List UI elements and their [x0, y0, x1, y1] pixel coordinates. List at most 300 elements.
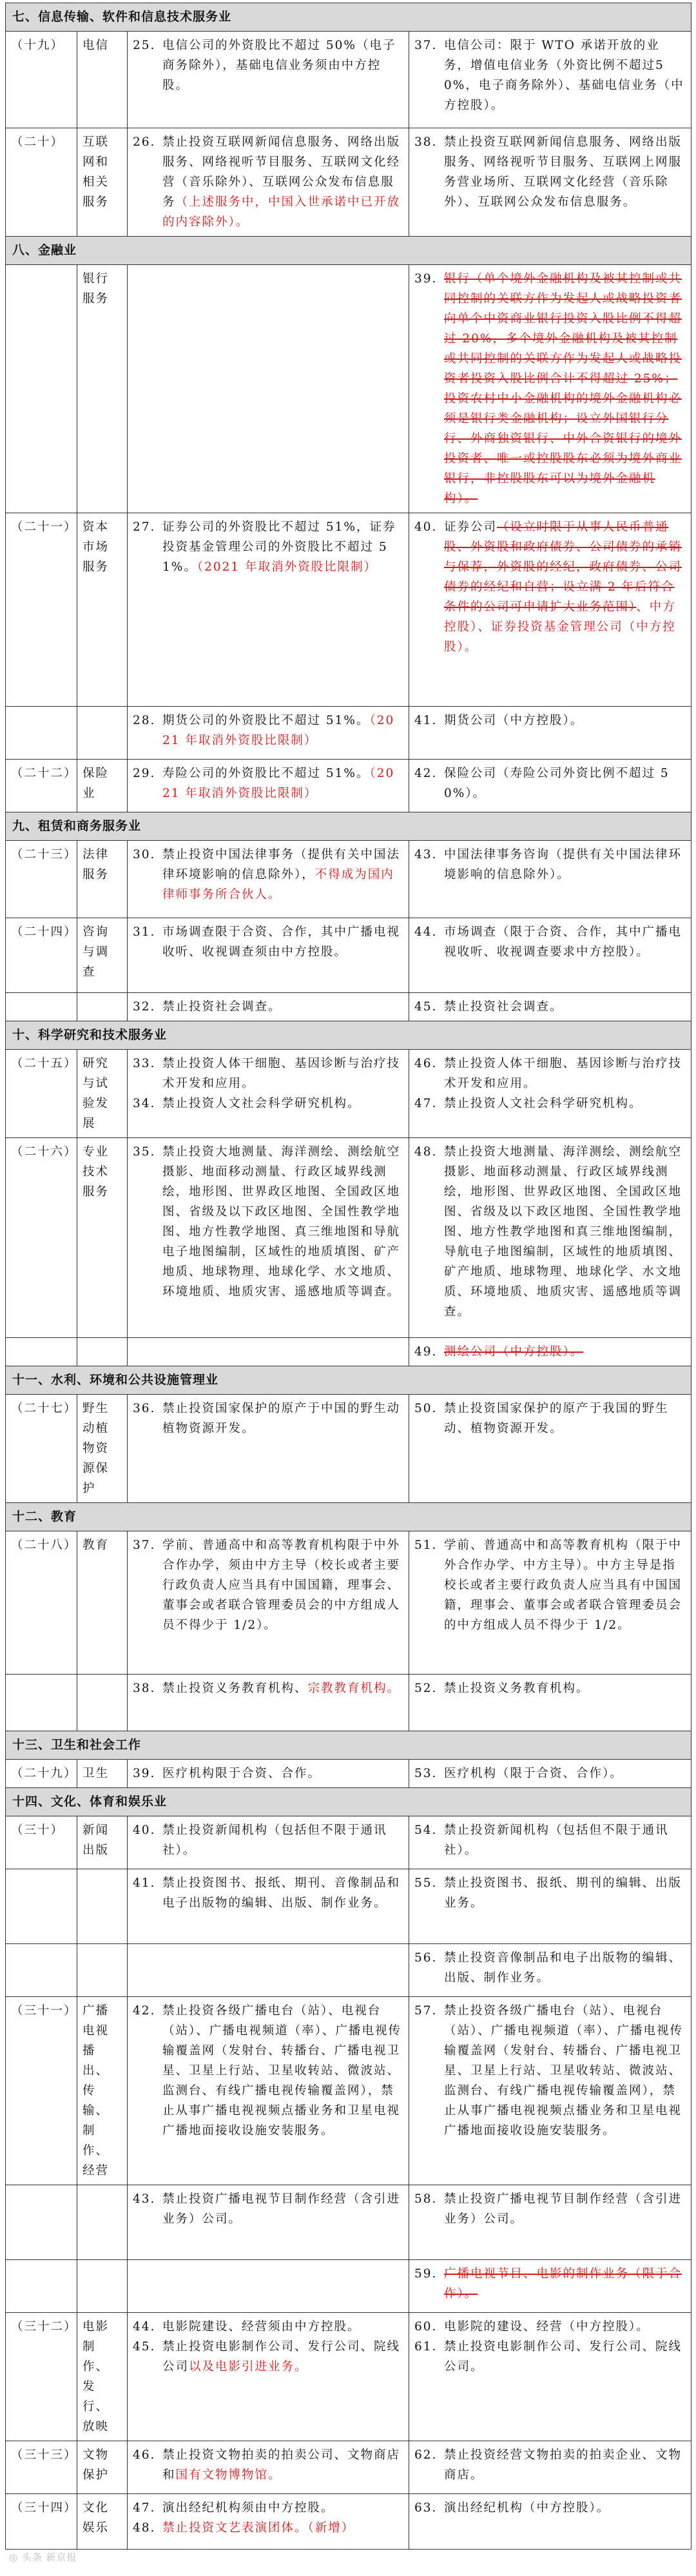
- new-version-cell: [128, 1138, 409, 1338]
- new-item: [133, 2001, 403, 2141]
- item-body: 禁止投资文物拍卖的拍卖公司、文物商店和: [162, 2448, 401, 2482]
- item-body: 市场调查限于合资、合作，其中广播电视收听、收视调查须由中方控股。: [162, 925, 401, 959]
- old-item: [414, 2317, 686, 2337]
- old-item: [414, 1342, 686, 1362]
- category-number: （二十五）: [6, 1050, 77, 1138]
- category-name: 电影制作、发行、放映: [77, 2313, 128, 2441]
- old-version-cell: [409, 1675, 691, 1731]
- old-version-cell: [409, 841, 691, 918]
- item-text: [444, 711, 686, 731]
- new-version-cell: [128, 32, 409, 128]
- category-name: 卫生: [77, 1760, 128, 1788]
- new-item: [133, 2189, 403, 2229]
- old-item: [414, 2337, 686, 2377]
- item-change-note: 、证券投资基金管理公司（中方控股）。: [444, 620, 676, 654]
- old-version-cell: [409, 265, 691, 513]
- old-item: [414, 711, 686, 731]
- category-number: （三十三）: [6, 2441, 77, 2494]
- item-text: [162, 922, 403, 962]
- category-number: （二十七）: [6, 1395, 77, 1503]
- new-item: [133, 2337, 403, 2377]
- item-text: [444, 922, 686, 962]
- old-item: [414, 1820, 686, 1860]
- item-body: 禁止投资互联网新闻信息服务、网络出版服务、网络视听节目服务、互联网文化经营（音乐除外）、互联网公众发布信息服务: [162, 135, 401, 209]
- item-text: [444, 269, 686, 509]
- category-name: 研究与试验发展: [77, 1050, 128, 1138]
- item-text: [444, 2445, 686, 2485]
- item-number: 41.: [414, 714, 438, 727]
- item-number: 45.: [414, 1000, 438, 1014]
- new-item: [133, 2498, 403, 2518]
- category-name: [77, 2260, 128, 2313]
- item-text: [444, 1948, 686, 1988]
- item-body: 禁止投资义务教育机构。: [444, 1682, 590, 1695]
- category-name: 新闻出版: [77, 1816, 128, 1869]
- table-row: [6, 1869, 691, 1944]
- table-row: [6, 993, 691, 1021]
- new-version-cell: [128, 1816, 409, 1869]
- section-title: 九、租赁和商务服务业: [6, 812, 691, 841]
- item-text: [162, 1535, 403, 1635]
- old-version-cell: [409, 32, 691, 128]
- old-item: [414, 2001, 686, 2141]
- item-body: 禁止投资国家保护的原产于我国的野生动、植物资源开发。: [444, 1402, 669, 1435]
- table-row: [6, 1944, 691, 1997]
- old-version-cell: [409, 1760, 691, 1788]
- category-number: [6, 1869, 77, 1944]
- table-row: [6, 513, 691, 707]
- old-item: [414, 517, 686, 657]
- item-body: 禁止投资新闻机构（包括但不限于通讯社）。: [444, 1824, 669, 1857]
- item-text: [162, 1054, 403, 1094]
- table-row: [6, 1816, 691, 1869]
- old-version-cell: [409, 1944, 691, 1997]
- item-number: 59.: [414, 2267, 438, 2281]
- new-item: [133, 35, 403, 95]
- item-body: 禁止投资中国法律事务（提供有关中国法律环境影响的信息除外），: [162, 848, 401, 881]
- section-title: 八、金融业: [6, 237, 691, 265]
- category-name: [77, 1944, 128, 1997]
- table-row: [6, 128, 691, 237]
- item-number: 35.: [133, 1145, 156, 1159]
- item-body: 保险公司（寿险公司外资比例不超过 50%）。: [444, 767, 670, 800]
- new-item: [133, 1535, 403, 1635]
- item-text: [162, 2189, 403, 2229]
- item-text: [444, 763, 686, 803]
- item-number: 51.: [414, 1539, 438, 1552]
- old-version-cell: [409, 128, 691, 237]
- item-body: 期货公司（中方控股）。: [444, 714, 584, 727]
- section-title: 十二、教育: [6, 1503, 691, 1531]
- item-body: 禁止投资大地测量、海洋测绘、测绘航空摄影、地面移动测量、行政区域界线测绘，地形图、世界政区地图、全国政区地图、省级及以下政区地图、全国性教学地图、地方性教学地图、真三维地图和导航电子地图编制，区域性的地质填图、矿产地质、地球物理、地球化学、水文地质、环境地质、地质灾害、遥感地质等调查。: [162, 1145, 401, 1299]
- item-body: 寿险公司的外资股比不超过 51%。: [162, 767, 370, 780]
- item-text: [162, 2498, 403, 2518]
- item-number: 62.: [414, 2448, 438, 2462]
- new-version-cell: [128, 128, 409, 237]
- section-title: 七、信息传输、软件和信息技术服务业: [6, 3, 691, 32]
- item-text: [444, 1342, 686, 1362]
- item-change-note: 国有文物博物馆。: [175, 2468, 282, 2482]
- item-change-note: 不得成为国内律师事务所合伙人。: [162, 868, 394, 901]
- item-number: 61.: [414, 2340, 438, 2354]
- table-row: [6, 760, 691, 812]
- category-number: （二十三）: [6, 841, 77, 918]
- category-number: （二十九）: [6, 1760, 77, 1788]
- table-row: [6, 2185, 691, 2260]
- old-item: [414, 1054, 686, 1094]
- category-name: 资本市场服务: [77, 513, 128, 707]
- category-name: 广播电视播出、传输、制作、经营: [77, 1997, 128, 2185]
- item-number: 57.: [414, 2004, 438, 2018]
- old-version-cell: [409, 1395, 691, 1503]
- new-item: [133, 132, 403, 232]
- item-number: 60.: [414, 2320, 438, 2334]
- item-text: [444, 2001, 686, 2141]
- new-item: [133, 2518, 403, 2538]
- category-number: （二十八）: [6, 1531, 77, 1675]
- old-item: [414, 269, 686, 509]
- section-title: 十三、卫生和社会工作: [6, 1731, 691, 1760]
- item-body: 学前、普通高中和高等教育机构（限于中外合作办学、中方主导）。中方主导是指校长或者主要行政负责人应当具有中国国籍，理事会、董事会或者联合管理委员会的中方组成人员不得少于 1/2。: [444, 1539, 682, 1632]
- item-number: 43.: [414, 848, 438, 861]
- item-body: 禁止投资图书、报纸、期刊、音像制品和电子出版物的编辑、出版、制作业务。: [162, 1876, 401, 1910]
- item-number: 48.: [414, 1145, 438, 1159]
- item-number: 34.: [133, 1097, 156, 1110]
- item-body: 电影院的建设、经营（中方控股）。: [444, 2320, 650, 2334]
- new-item: [133, 1678, 403, 1698]
- item-number: 44.: [414, 925, 438, 939]
- new-item: [133, 2317, 403, 2337]
- item-text: [444, 1054, 686, 1094]
- negative-list-table: [5, 3, 691, 2550]
- new-item: [133, 1054, 403, 1094]
- old-item: [414, 1678, 686, 1698]
- item-number: 33.: [133, 1057, 156, 1070]
- new-version-cell: [128, 760, 409, 812]
- item-text: [162, 2317, 403, 2337]
- category-name: [77, 1869, 128, 1944]
- new-item: [133, 1764, 403, 1784]
- item-deleted-text: 广播电视节目、电影的制作业务（限于合作）。: [444, 2267, 682, 2301]
- watermark: ◎ 头条 新京报: [9, 2551, 77, 2563]
- item-number: 55.: [414, 1876, 438, 1890]
- new-version-cell: [128, 993, 409, 1021]
- new-version-cell: [128, 1050, 409, 1138]
- category-name: 专业技术服务: [77, 1138, 128, 1338]
- old-item: [414, 922, 686, 962]
- item-text: [162, 1873, 403, 1913]
- item-text: [162, 1764, 403, 1784]
- old-item: [414, 2445, 686, 2485]
- old-item: [414, 1948, 686, 1988]
- new-item: [133, 922, 403, 962]
- item-number: 40.: [133, 1824, 156, 1837]
- old-version-cell: [409, 760, 691, 812]
- item-number: 39.: [133, 1767, 156, 1780]
- table-row: [6, 1531, 691, 1675]
- category-name: 电信: [77, 32, 128, 128]
- category-name: 教育: [77, 1531, 128, 1675]
- section-header: [6, 1021, 691, 1050]
- old-item: [414, 1399, 686, 1439]
- new-version-cell: [128, 1997, 409, 2185]
- old-version-cell: [409, 707, 691, 760]
- item-body: 禁止投资图书、报纸、期刊的编辑、出版业务。: [444, 1876, 682, 1910]
- item-text: [444, 1399, 686, 1439]
- new-version-cell: [128, 2441, 409, 2494]
- item-text: [162, 35, 403, 95]
- category-name: [77, 707, 128, 760]
- old-item: [414, 1873, 686, 1913]
- item-text: [444, 1535, 686, 1635]
- item-number: 56.: [414, 1951, 438, 1965]
- old-version-cell: [409, 1531, 691, 1675]
- category-number: （三十一）: [6, 1997, 77, 2185]
- item-body: 禁止投资国家保护的原产于中国的野生动植物资源开发。: [162, 1402, 401, 1435]
- new-version-cell: [128, 1944, 409, 1997]
- item-body: 禁止投资音像制品和电子出版物的编辑、出版、制作业务。: [444, 1951, 682, 1985]
- item-number: 29.: [133, 767, 156, 780]
- item-number: 30.: [133, 848, 156, 861]
- category-number: （三十）: [6, 1816, 77, 1869]
- section-header: [6, 237, 691, 265]
- item-text: [162, 132, 403, 232]
- category-name: [77, 1675, 128, 1731]
- category-name: [77, 2185, 128, 2260]
- table-row: [6, 2260, 691, 2313]
- old-item: [414, 1764, 686, 1784]
- item-body: 禁止投资广播电视节目制作经营（含引进业务）公司。: [444, 2192, 682, 2226]
- old-item: [414, 2498, 686, 2518]
- new-item: [133, 1399, 403, 1439]
- category-name: 法律服务: [77, 841, 128, 918]
- new-item: [133, 1142, 403, 1302]
- new-item: [133, 1873, 403, 1913]
- old-item: [414, 1094, 686, 1114]
- item-body: 禁止投资义务教育机构、: [162, 1682, 308, 1695]
- item-text: [162, 2001, 403, 2141]
- old-item: [414, 2189, 686, 2229]
- new-item: [133, 517, 403, 577]
- new-version-cell: [128, 513, 409, 707]
- old-version-cell: [409, 2185, 691, 2260]
- item-body: 禁止投资大地测量、海洋测绘、测绘航空摄影、地面移动测量、行政区域界线测绘，地形图、世界政区地图、全国政区地图、省级及以下政区地图、全国性教学地图、地方性教学地图和真三维地图编制，导航电子地图编制，区域性的地质填图、矿产地质、地球物理、地球化学、水文地质、环境地质、地质灾害、遥感地质等调查。: [444, 1145, 682, 1319]
- old-version-cell: [409, 513, 691, 707]
- old-version-cell: [409, 1869, 691, 1944]
- item-body: 禁止投资广播电视节目制作经营（含引进业务）公司。: [162, 2192, 401, 2226]
- item-text: [162, 2518, 403, 2538]
- old-version-cell: [409, 1816, 691, 1869]
- item-body: 禁止投资新闻机构（包括但不限于通讯社）。: [162, 1824, 387, 1857]
- item-text: [444, 1820, 686, 1860]
- item-body: 禁止投资人体干细胞、基因诊断与治疗技术开发和应用。: [162, 1057, 401, 1090]
- item-text: [444, 1142, 686, 1322]
- item-number: 46.: [414, 1057, 438, 1070]
- item-deleted-text: 银行（单个境外金融机构及被其控制或共同控制的关联方作为发起人或战略投资者向单个中资商业银行投资入股比例不得超过 20%，多个境外金融机构及被其控制或共同控制的关联方作为发起人或战略投资者投资入股比例合计不得超过 25%；投资农村中小金融机构的境外金融机构必须是银行类金融机构；设立外国银行分行、外商独资银行、中外合资银行的境外投资者、唯一或控股股东必须为境外商业银行，非控股股东可以为境外金融机构）。: [444, 272, 682, 506]
- item-number: 27.: [133, 520, 156, 534]
- item-text: [444, 2317, 686, 2337]
- category-number: （二十一）: [6, 513, 77, 707]
- item-body: 演出经纪机构须由中方控股。: [162, 2501, 334, 2515]
- item-number: 37.: [414, 39, 438, 52]
- item-text: [444, 517, 686, 657]
- item-body: 禁止投资人体干细胞、基因诊断与治疗技术开发和应用。: [444, 1057, 682, 1090]
- old-item: [414, 2264, 686, 2304]
- item-text: [162, 1142, 403, 1302]
- item-text: [162, 1820, 403, 1860]
- item-body: 禁止投资各级广播电台（站）、电视台（站）、广播电视频道（率）、广播电视传输覆盖网（发射台、转播台、广播电视卫星、卫星上行站、卫星收转站、微波站、监测台、有线广播电视传输覆盖网），禁止从事广播电视视频点播业务和卫星电视广播地面接收设施安装服务。: [162, 2004, 402, 2138]
- item-number: 43.: [133, 2192, 156, 2206]
- item-number: 63.: [414, 2501, 438, 2515]
- item-text: [444, 35, 686, 115]
- category-number: [6, 2185, 77, 2260]
- item-body: 电影院建设、经营须由中方控股。: [162, 2320, 361, 2334]
- section-header: [6, 1366, 691, 1395]
- category-number: （二十六）: [6, 1138, 77, 1338]
- table-row: [6, 841, 691, 918]
- section-header: [6, 3, 691, 32]
- new-version-cell: [128, 1395, 409, 1503]
- section-header: [6, 812, 691, 841]
- new-version-cell: [128, 841, 409, 918]
- item-number: 58.: [414, 2192, 438, 2206]
- table-row: [6, 265, 691, 513]
- old-item: [414, 132, 686, 212]
- item-change-note: （上述服务中，中国入世承诺中已开放的内容除外）。: [162, 195, 401, 229]
- item-number: 40.: [414, 520, 438, 534]
- table-row: [6, 2441, 691, 2494]
- item-text: [162, 1678, 403, 1698]
- item-number: 38.: [414, 135, 438, 149]
- table-row: [6, 707, 691, 760]
- new-item: [133, 711, 403, 751]
- old-version-cell: [409, 2494, 691, 2550]
- item-body: 市场调查（限于合资、合作，其中广播电视收听、收视调查要求中方控股）。: [444, 925, 682, 959]
- item-body: 证券公司: [444, 520, 498, 534]
- item-text: [162, 517, 403, 577]
- item-change-note: 禁止投资文艺表演团体。（新增）: [162, 2521, 355, 2535]
- new-item: [133, 2445, 403, 2485]
- category-name: 咨询与调查: [77, 918, 128, 993]
- item-body: 期货公司的外资股比不超过 51%。: [162, 714, 370, 727]
- category-number: [6, 1944, 77, 1997]
- item-text: [162, 997, 403, 1017]
- old-item: [414, 1142, 686, 1322]
- item-text: [444, 1873, 686, 1913]
- item-body: 电信公司：限于 WTO 承诺开放的业务，增值电信业务（外资比例不超过50%，电子商务除外）、基础电信业务（中方控股）。: [444, 39, 684, 112]
- item-body: 禁止投资社会调查。: [162, 1000, 282, 1014]
- old-version-cell: [409, 2260, 691, 2313]
- new-item: [133, 1094, 403, 1114]
- new-version-cell: [128, 1338, 409, 1366]
- item-body: 医疗机构限于合资、合作。: [162, 1767, 322, 1780]
- item-body: 电信公司的外资股比不超过 50%（电子商务除外），基础电信业务须由中方控股。: [162, 39, 396, 92]
- item-number: 52.: [414, 1682, 438, 1695]
- new-version-cell: [128, 1869, 409, 1944]
- item-text: [444, 2337, 686, 2377]
- new-version-cell: [128, 1531, 409, 1675]
- new-version-cell: [128, 2260, 409, 2313]
- item-deleted-text: （设立时限于从事人民币普通股、外资股和政府债券、公司债券的承销与保荐，外资股的经纪，政府债券、公司债券的经纪和自营；设立满 2 年后符合条件的公司可申请扩大业务范围）: [444, 520, 682, 614]
- table-row: [6, 1997, 691, 2185]
- item-text: [444, 2498, 686, 2518]
- old-version-cell: [409, 2441, 691, 2494]
- category-number: [6, 2260, 77, 2313]
- item-number: 48.: [133, 2521, 156, 2535]
- table-row: [6, 1050, 691, 1138]
- category-name: 文物保护: [77, 2441, 128, 2494]
- section-title: 十四、文化、体育和娱乐业: [6, 1788, 691, 1816]
- category-number: （十九）: [6, 32, 77, 128]
- category-name: 文化娱乐: [77, 2494, 128, 2550]
- table-row: [6, 1138, 691, 1338]
- item-text: [444, 845, 686, 885]
- item-body: 禁止投资各级广播电台（站）、电视台（站）、广播电视频道（率）、广播电视传输覆盖网（发射台、转播台、广播电视卫星、卫星上行站、卫星收转站、微波站、监测台、有线广播电视传输覆盖网），禁止从事广播电视视频点播业务和卫星电视广播地面接收设施安装服务。: [444, 2004, 684, 2138]
- category-number: （二十四）: [6, 918, 77, 993]
- section-header: [6, 1731, 691, 1760]
- item-change-note: 以及电影引进业务。: [189, 2360, 308, 2374]
- item-text: [444, 2189, 686, 2229]
- item-text: [162, 711, 403, 751]
- section-header: [6, 1503, 691, 1531]
- item-text: [444, 132, 686, 212]
- item-body: 医疗机构（限于合资、合作）。: [444, 1767, 623, 1780]
- catalogue-document: [5, 3, 691, 2550]
- item-number: 25.: [133, 39, 156, 52]
- category-name: [77, 1338, 128, 1366]
- new-version-cell: [128, 265, 409, 513]
- item-number: 44.: [133, 2320, 156, 2334]
- item-text: [162, 2337, 403, 2377]
- item-number: 45.: [133, 2340, 156, 2354]
- item-body: 学前、普通高中和高等教育机构限于中外合作办学，须由中方主导（校长或者主要行政负责人应当具有中国国籍，理事会、董事会或者联合管理委员会的中方组成人员不得少于 1/2）。: [162, 1539, 401, 1632]
- item-body: 禁止投资电影制作公司、发行公司、院线公司: [162, 2340, 401, 2374]
- new-item: [133, 763, 403, 803]
- category-name: 保险业: [77, 760, 128, 812]
- item-number: 39.: [414, 272, 438, 286]
- item-number: 36.: [133, 1402, 156, 1415]
- old-version-cell: [409, 1997, 691, 2185]
- category-name: [77, 993, 128, 1021]
- new-version-cell: [128, 2494, 409, 2550]
- new-item: [133, 845, 403, 905]
- item-number: 32.: [133, 1000, 156, 1014]
- table-row: [6, 1395, 691, 1503]
- item-text: [444, 1678, 686, 1698]
- table-row: [6, 2494, 691, 2550]
- old-version-cell: [409, 918, 691, 993]
- old-item: [414, 1535, 686, 1635]
- item-text: [162, 845, 403, 905]
- item-number: 46.: [133, 2448, 156, 2462]
- item-change-note: （2021 年取消外资股比限制）: [162, 714, 395, 747]
- category-number: [6, 1675, 77, 1731]
- item-text: [162, 2445, 403, 2485]
- category-number: [6, 707, 77, 760]
- item-body: 中国法律事务咨询（提供有关中国法律环境影响的信息除外）。: [444, 848, 682, 881]
- section-title: 十一、水利、环境和公共设施管理业: [6, 1366, 691, 1395]
- new-version-cell: [128, 1675, 409, 1731]
- item-body: 证券公司的外资股比不超过 51%，证券投资基金管理公司的外资股比不超过 51%。: [162, 520, 396, 574]
- item-body: 禁止投资社会调查。: [444, 1000, 563, 1014]
- item-text: [444, 997, 686, 1017]
- new-version-cell: [128, 2313, 409, 2441]
- item-text: [162, 763, 403, 803]
- new-version-cell: [128, 2185, 409, 2260]
- new-item: [133, 997, 403, 1017]
- old-version-cell: [409, 2313, 691, 2441]
- old-item: [414, 35, 686, 115]
